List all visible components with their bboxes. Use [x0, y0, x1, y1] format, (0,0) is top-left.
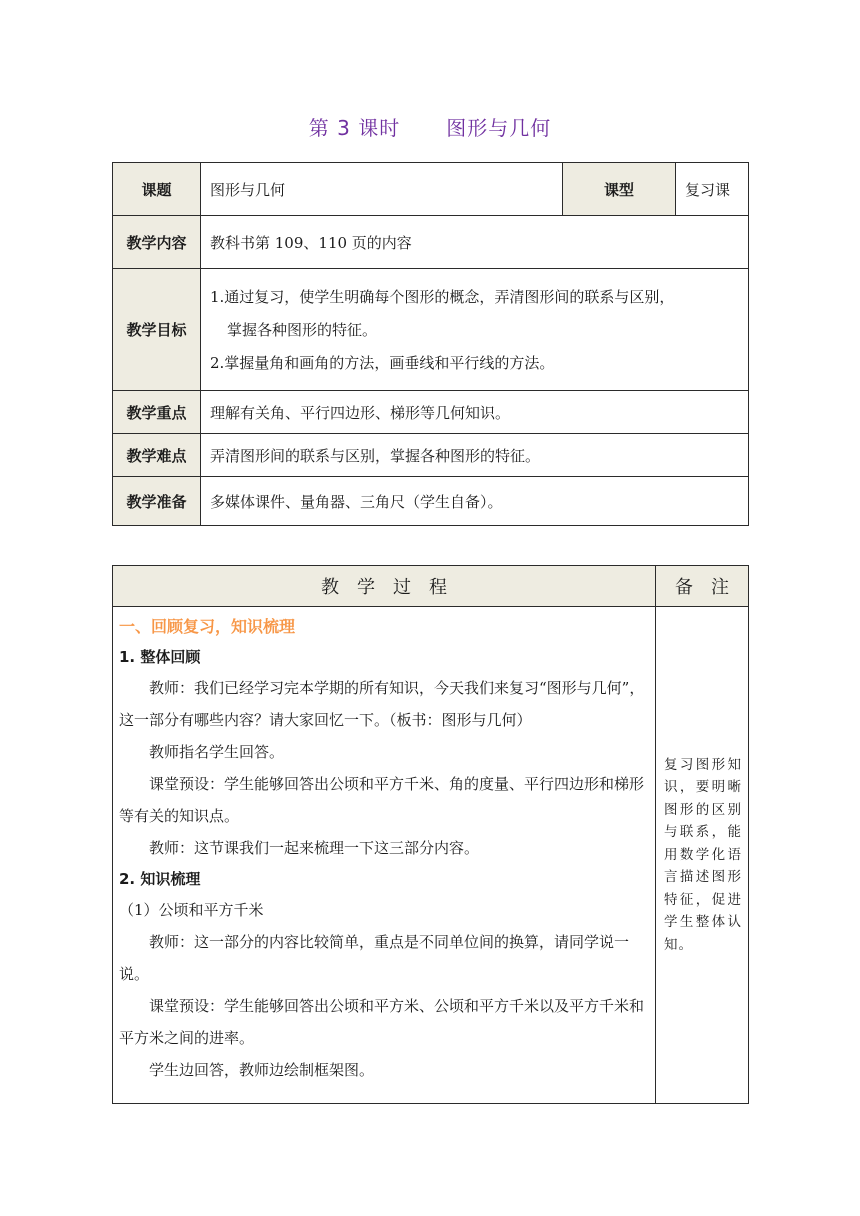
process-header-row: [113, 566, 749, 607]
paragraph-call-students: 教师指名学生回答。: [149, 743, 285, 761]
goal-line-2: 2.掌握量角和画角的方法，画垂线和平行线的方法。: [210, 354, 555, 372]
subheading-knowledge-sorting: 2. 知识梳理: [119, 870, 201, 888]
goal-line-1: 1.通过复习，使学生明确每个图形的概念，弄清图形间的联系与区别，: [210, 288, 675, 306]
key-value: 理解有关角、平行四边形、梯形等几何知识。: [201, 391, 749, 434]
goal-value: [201, 269, 749, 391]
paragraph-expected-answer: 课堂预设：学生能够回答出公顷和平方千米、角的度量、平行四边形和梯形等有关的知识点。: [119, 775, 645, 825]
prep-value: 多媒体课件、量角器、三角尺（学生自备）。: [201, 477, 749, 526]
remark-note: 复习图形知识，要明晰图形的区别与联系，能用数学化语言描述图形特征，促进学生整体认知。: [656, 607, 749, 1104]
info-row-difficulty: [113, 434, 749, 477]
process-content: [113, 607, 656, 1104]
paragraph-teacher-intro: 教师：我们已经学习完本学期的所有知识，今天我们来复习“图形与几何”，这一部分有哪些内容？请大家回忆一下。（板书：图形与几何）: [119, 679, 645, 729]
section-heading-1: 一、回顾复习，知识梳理: [119, 617, 296, 636]
subject-value: 图形与几何: [201, 163, 563, 216]
subheading-hectare: （1）公顷和平方千米: [119, 901, 264, 919]
type-value: 复习课: [676, 163, 749, 216]
info-row-goal: [113, 269, 749, 391]
goal-line-1b: 掌握各种图形的特征。: [227, 321, 378, 339]
key-label: 教学重点: [113, 391, 201, 434]
type-label: 课型: [563, 163, 676, 216]
lesson-topic: 图形与几何: [446, 116, 552, 140]
content-value: 教科书第 109、110 页的内容: [201, 216, 749, 269]
paragraph-unit-conversion: 教师：这一部分的内容比较简单，重点是不同单位间的换算，请同学说一说。: [119, 933, 630, 983]
goal-label: 教学目标: [113, 269, 201, 391]
difficulty-label: 教学难点: [113, 434, 201, 477]
info-row-prep: [113, 477, 749, 526]
paragraph-teacher-summary: 教师：这节课我们一起来梳理一下这三部分内容。: [149, 839, 480, 857]
info-row-content: [113, 216, 749, 269]
content-label: 教学内容: [113, 216, 201, 269]
page-title: [0, 112, 860, 141]
paragraph-expected-rates: 课堂预设：学生能够回答出公顷和平方米、公顷和平方千米以及平方千米和平方米之间的进率。: [119, 997, 645, 1047]
prep-label: 教学准备: [113, 477, 201, 526]
remark-header: 备 注: [656, 566, 749, 607]
lesson-info-table: [112, 162, 749, 526]
subject-label: 课题: [113, 163, 201, 216]
lesson-number: 第 3 课时: [308, 116, 401, 140]
process-body-row: [113, 607, 749, 1104]
teaching-process-table: [112, 565, 749, 1104]
paragraph-draw-diagram: 学生边回答，教师边绘制框架图。: [149, 1061, 375, 1079]
process-header: 教 学 过 程: [113, 566, 656, 607]
info-row-key: [113, 391, 749, 434]
info-row-subject: [113, 163, 749, 216]
subheading-overall-review: 1. 整体回顾: [119, 648, 201, 666]
difficulty-value: 弄清图形间的联系与区别，掌握各种图形的特征。: [201, 434, 749, 477]
